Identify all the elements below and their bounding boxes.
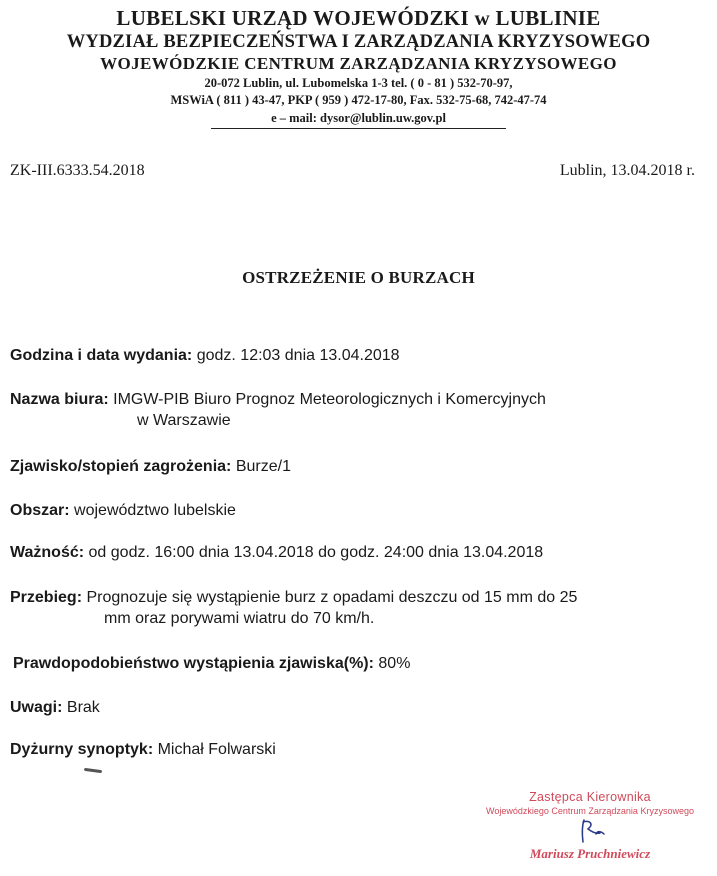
office-name: LUBELSKI URZĄD WOJEWÓDZKI w LUBLINIE	[116, 6, 601, 30]
field-label: Obszar:	[10, 502, 70, 519]
field-label: Zjawisko/stopień zagrożenia:	[10, 458, 232, 475]
field-remarks	[10, 697, 100, 718]
stamp-unit: Wojewódzkiego Centrum Zarządzania Kryzysowego	[486, 806, 694, 816]
field-probability	[13, 653, 410, 674]
field-value: od godz. 16:00 dnia 13.04.2018 do godz. 24:00 dnia 13.04.2018	[88, 544, 544, 561]
field-value-continued: mm oraz porywami wiatru do 70 km/h.	[104, 610, 375, 627]
field-value: 80%	[378, 655, 411, 672]
field-label: Dyżurny synoptyk:	[10, 741, 154, 758]
center-name: WOJEWÓDZKIE CENTRUM ZARZĄDZANIA KRYZYSOWEGO	[100, 54, 617, 73]
field-value: Michał Folwarski	[157, 741, 276, 758]
place-date: Lublin, 13.04.2018 r.	[559, 162, 695, 179]
ink-mark	[84, 768, 102, 773]
field-value: Brak	[66, 699, 100, 716]
field-label: Ważność:	[10, 544, 85, 561]
field-label: Nazwa biura:	[10, 391, 109, 408]
field-value: województwo lubelskie	[74, 502, 236, 519]
field-label: Godzina i data wydania:	[10, 347, 193, 364]
address-line: 20-072 Lublin, ul. Lubomelska 1-3 tel. ( 0 - 81 ) 532-70-97,	[204, 76, 513, 90]
email-line: e – mail: dysor@lublin.uw.gov.pl	[211, 110, 506, 129]
field-course	[10, 587, 577, 629]
field-value: Prognozuje się wystąpienie burz z opadami deszczu od 15 mm do 25	[86, 589, 578, 606]
field-phenomenon	[10, 456, 291, 477]
reference-number: ZK-III.6333.54.2018	[10, 162, 145, 179]
stamp-name: Mariusz Pruchniewicz	[529, 846, 651, 861]
field-value: godz. 12:03 dnia 13.04.2018	[196, 347, 400, 364]
letterhead	[0, 6, 717, 129]
department-name: WYDZIAŁ BEZPIECZEŃSTWA I ZARZĄDZANIA KRYZYSOWEGO	[66, 32, 651, 52]
document-title: OSTRZEŻENIE O BURZACH	[242, 268, 475, 287]
field-label: Przebieg:	[10, 589, 83, 606]
field-label: Prawdopodobieństwo wystąpienia zjawiska(%):	[13, 655, 374, 672]
field-validity	[10, 542, 543, 563]
field-office	[10, 389, 546, 431]
field-label: Uwagi:	[10, 699, 63, 716]
stamp-title: Zastępca Kierownika	[529, 790, 651, 804]
signature	[480, 816, 700, 846]
field-value-continued: w Warszawie	[137, 412, 231, 429]
field-issued	[10, 345, 400, 366]
field-value: IMGW-PIB Biuro Prognoz Meteorologicznych i Komercyjnych	[113, 391, 546, 408]
official-stamp	[480, 790, 700, 862]
field-area	[10, 500, 236, 521]
field-value: Burze/1	[235, 458, 291, 475]
phones-line: MSWiA ( 811 ) 43-47, PKP ( 959 ) 472-17-80, Fax. 532-75-68, 742-47-74	[170, 93, 547, 107]
field-forecaster	[10, 739, 276, 760]
